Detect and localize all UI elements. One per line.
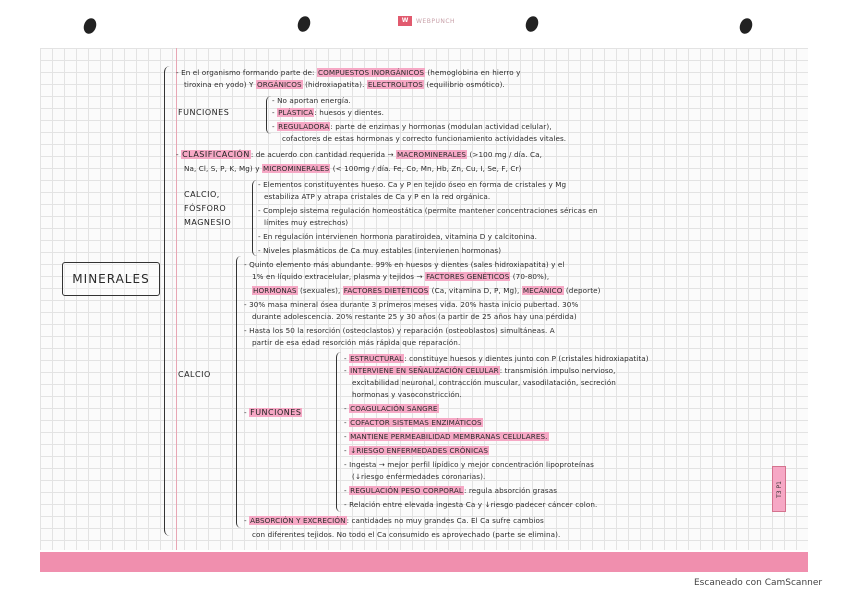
main-brace [164,66,173,536]
highlight-peso-corporal: REGULACIÓN PESO CORPORAL [350,486,463,495]
cfm-line: - Complejo sistema regulación homeostática (permite mantener concentraciones séricas en [258,206,598,215]
brace [252,180,258,256]
highlight-organicos: ORGÁNICOS [256,80,302,89]
clasificacion-line-1: - CLASIFICACIÓN: de acuerdo con cantidad requerida → MACROMINERALES (>100 mg / día. Ca, [176,150,542,159]
text: (deporte) [565,286,601,295]
text: : transmisión impulso nervioso, [499,366,616,375]
brand-name: WEBPUNCH [416,17,456,25]
text: : regula absorción grasas [463,486,558,495]
highlight-clasificacion: CLASIFICACIÓN [182,150,250,159]
brand-logo: W [398,16,412,26]
pink-bottom-band [40,552,808,572]
highlight-hormonas: HORMONAS [253,286,297,295]
calcio-fn-ingesta: - Ingesta → mejor perfil lipídico y mejor concentración lipoproteínas [344,460,594,469]
intro-line-2 [184,80,505,90]
calcio-fn-ingesta-cont: (↓riesgo enfermedades coronarias). [352,472,486,481]
text: (Ca, vitamina D, P, Mg), [431,286,520,295]
calcio-fn-estructural: - ESTRUCTURAL: constituye huesos y dientes junto con P (cristales hidroxiapatita) [344,354,649,363]
highlight-factores-dieteticos: FACTORES DIETÉTICOS [343,286,429,295]
brace [236,256,242,528]
section-magnesio-label: MAGNESIO [184,218,232,227]
calcio-fn-riesgo: - ↓RIESGO ENFERMEDADES CRÓNICAS [344,446,488,455]
calcio-fn-senal-cont: excitabilidad neuronal, contracción muscular, vasodilatación, secreción [352,378,616,387]
binder-hole [738,16,755,35]
highlight-funciones: FUNCIONES [250,408,302,417]
calcio-fn-cofactor: - COFACTOR SISTEMAS ENZIMÁTICOS [344,418,482,427]
intro-line-1 [176,68,521,78]
highlight-coagulacion: COAGULACIÓN SANGRE [350,404,438,413]
calcio-line: - Hasta los 50 la resorción (osteoclastos) y reparación (osteoblastos) simultáneas. A [244,326,555,335]
side-tab [772,466,786,512]
text: - En el organismo formando parte de: [176,68,315,77]
highlight-microminerales: MICROMINERALES [262,164,330,173]
binder-hole [296,14,313,33]
cfm-line: - Niveles plasmáticos de Ca muy estables (intervienen hormonas) [258,246,502,255]
calcio-absorcion-cont: con diferentes tejidos. No todo el Ca consumido es aprovechado (parte se elimina). [252,530,561,539]
calcio-fn-senal: - INTERVIENE EN SEÑALIZACIÓN CELULAR: transmisión impulso nervioso, [344,366,616,375]
calcio-fn-peso: - REGULACIÓN PESO CORPORAL: regula absorción grasas [344,486,558,495]
section-calcio-label: CALCIO, [184,190,220,199]
camscanner-watermark: Escaneado con CamScanner [694,578,823,588]
calcio-line: partir de esa edad resorción más rápida que reparación. [252,338,461,347]
highlight-permeabilidad: MANTIENE PERMEABILIDAD MEMBRANAS CELULARES. [350,432,548,441]
text: : cantidades no muy grandes Ca. El Ca sufre cambios [346,516,544,525]
margin-line [176,48,177,550]
binder-hole [524,14,541,33]
highlight-estructural: ESTRUCTURAL [350,354,404,363]
calcio-fn-senal-cont: hormonas y vasoconstricción. [352,390,462,399]
text: (>100 mg / día. Ca, [469,150,542,159]
text: (equilibrio osmótico). [426,80,505,89]
text: (< 100mg / día. Fe, Co, Mn, Hb, Zn, Cu, I, Se, F, Cr) [332,164,522,173]
funciones-item-reguladora-cont: cofactores de estas hormonas y correcto funcionamiento actividades vitales. [282,134,567,143]
cfm-line: - Elementos constituyentes hueso. Ca y P en tejido óseo en forma de cristales y Mg [258,180,567,189]
highlight-riesgo: ↓RIESGO ENFERMEDADES CRÓNICAS [350,446,488,455]
text: : parte de enzimas y hormonas (modulan actividad celular), [330,122,552,131]
calcio-fn-coagulacion: - COAGULACIÓN SANGRE [344,404,438,413]
highlight-senalizacion: INTERVIENE EN SEÑALIZACIÓN CELULAR [350,366,499,375]
text: (sexuales), [299,286,341,295]
highlight-compuestos-inorganicos: COMPUESTOS INORGÁNICOS [317,68,424,77]
section-funciones: FUNCIONES [178,108,230,117]
highlight-reguladora: REGULADORA [278,122,330,131]
calcio-line [252,286,601,296]
calcio-fn-relacion: - Relación entre elevada ingesta Ca y ↓riesgo padecer cáncer colon. [344,500,598,509]
binder-hole [82,16,99,35]
text: : de acuerdo con cantidad requerida → [250,150,394,159]
cfm-line: estabiliza ATP y atrapa cristales de Ca y P en la red orgánica. [264,192,491,201]
calcio-line: durante adolescencia. 20% restante 25 y 30 años (a partir de 25 años hay una pérdida) [252,312,577,321]
page-title: MINERALES [72,272,150,286]
highlight-macrominerales: MACROMINERALES [397,150,467,159]
calcio-line [252,272,549,282]
highlight-absorcion: ABSORCIÓN Y EXCRECIÓN [250,516,346,525]
text: tiroxina en yodo) Y [184,80,254,89]
highlight-plastica: PLÁSTICA [278,108,314,117]
text: 1% en líquido extracelular, plasma y tejidos → [252,272,423,281]
text: : huesos y dientes. [314,108,384,117]
text: (hidroxiapatita). [305,80,365,89]
cfm-line: límites muy estrechos) [264,218,349,227]
calcio-funciones-label-row: - FUNCIONES [244,408,302,417]
brand-header [398,16,455,26]
calcio-line: - Quinto elemento más abundante. 99% en huesos y dientes (sales hidroxiapatita) y el [244,260,565,269]
text: Na, Cl, S, P, K, Mg) y [184,164,260,173]
calcio-line: - 30% masa mineral ósea durante 3 primeros meses vida. 20% hasta inicio pubertad. 30% [244,300,579,309]
highlight-electrolitos: ELECTROLITOS [367,80,423,89]
highlight-mecanico: MECÁNICO [522,286,563,295]
highlight-cofactor: COFACTOR SISTEMAS ENZIMÁTICOS [350,418,482,427]
text: (hemoglobina en hierro y [427,68,521,77]
funciones-item-plastica: - PLÁSTICA: huesos y dientes. [272,108,384,117]
section-fosforo-label: FÓSFORO [184,204,227,213]
calcio-fn-permeabilidad: - MANTIENE PERMEABILIDAD MEMBRANAS CELULARES. [344,432,548,441]
funciones-item-reguladora: - REGULADORA: parte de enzimas y hormonas (modulan actividad celular), [272,122,552,131]
funciones-item-no-energia: - No aportan energía. [272,96,351,105]
highlight-factores-geneticos: FACTORES GENÉTICOS [426,272,510,281]
brace [336,352,342,512]
text: : constituye huesos y dientes junto con P (cristales hidroxiapatita) [404,354,649,363]
text: (70-80%), [512,272,550,281]
side-tab-label: T3 P1 [775,480,783,498]
cfm-line: - En regulación intervienen hormona paratiroidea, vitamina D y calcitonina. [258,232,538,241]
clasificacion-line-2 [184,164,521,174]
calcio-absorcion: - ABSORCIÓN Y EXCRECIÓN: cantidades no muy grandes Ca. El Ca sufre cambios [244,516,544,525]
section-calcio: CALCIO [178,370,211,379]
title-box [62,262,160,296]
